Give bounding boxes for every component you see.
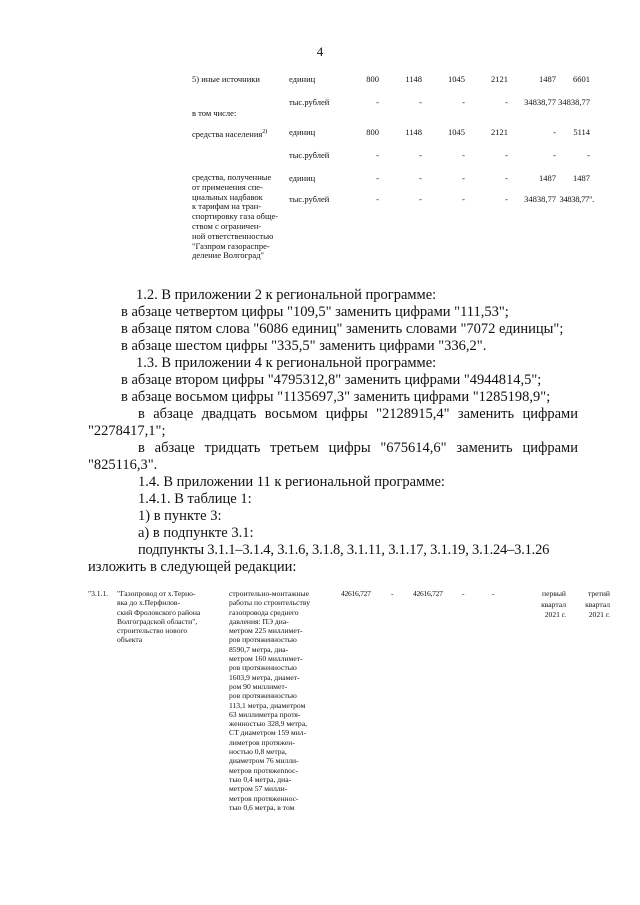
paragraph: а) в подпункте 3.1: <box>138 525 254 541</box>
cell: 1045 <box>448 127 465 137</box>
cell: 34838,77 <box>524 194 556 204</box>
cell: - <box>553 127 556 137</box>
cell: 1487 <box>573 173 590 183</box>
label-line: ством с ограничен- <box>192 220 262 231</box>
cell: - <box>505 150 508 160</box>
row-unit: единиц <box>289 173 316 183</box>
paragraph: 1.4. В приложении 11 к региональной программе: <box>138 474 445 490</box>
cell: 6601 <box>573 74 590 84</box>
work-line: газопровода среднего <box>229 607 299 617</box>
work-line: метром 57 милли- <box>229 784 288 794</box>
cell: 1148 <box>405 74 422 84</box>
work-line: ров протяженностью <box>229 663 297 673</box>
paragraph: в абзаце двадцать восьмом цифры "2128915,4" заменить цифрами <box>138 406 578 422</box>
work-line: лиметров протяжен- <box>229 737 295 747</box>
label-line: спортировку газа обще- <box>192 211 279 222</box>
cell: - <box>462 589 465 598</box>
cell: 800 <box>366 74 379 84</box>
work-line: давления: ПЭ диа- <box>229 616 289 626</box>
paragraph: в абзаце тридцать третьем цифры "675614,6" заменить цифрами <box>138 440 578 456</box>
work-line: работы по строительству <box>229 598 310 608</box>
cell: - <box>505 97 508 107</box>
work-line: тью 0,4 метра, диа- <box>229 774 292 784</box>
name-line: Волгоградской области", <box>117 616 198 626</box>
cell: - <box>419 97 422 107</box>
cell: 800 <box>366 127 379 137</box>
row-label: в том числе: <box>192 108 237 118</box>
cell: 1045 <box>448 74 465 84</box>
paragraph: в абзаце шестом цифры "335,5" заменить цифрами "336,2". <box>121 338 487 354</box>
work-line: 1603,9 метра, диамет- <box>229 672 300 682</box>
date-line: третий <box>587 589 610 598</box>
work-line: СТ диаметром 159 мил- <box>229 728 307 738</box>
date-line: 2021 г. <box>544 610 566 619</box>
paragraph: изложить в следующей редакции: <box>88 559 297 575</box>
cell: - <box>462 97 465 107</box>
cell: - <box>462 173 465 183</box>
work-line: метром 225 миллимет- <box>229 626 303 636</box>
label-line: "Газпром газораспре- <box>192 240 270 251</box>
work-line: 8590,7 метра, диа- <box>229 644 289 654</box>
cell: - <box>376 173 379 183</box>
work-description <box>229 589 329 812</box>
paragraph: в абзаце восьмом цифры "1135697,3" заменить цифрами "1285198,9"; <box>121 389 551 405</box>
work-line: диаметром 76 милли- <box>229 756 299 766</box>
work-line: метров протяженнос- <box>229 793 299 803</box>
work-line: 113,1 метра, диаметром <box>229 700 306 710</box>
name-line: "Газопровод от х.Терно- <box>117 589 196 598</box>
total-cost: 42616,727 <box>341 589 371 598</box>
work-line: ностью 0,8 метра, <box>229 747 287 757</box>
paragraph: "2278417,1"; <box>88 423 166 439</box>
label-text: средства населения <box>192 128 263 139</box>
row-unit: тыс.рублей <box>289 194 330 204</box>
cell: - <box>492 589 495 598</box>
row-unit: тыс.рублей <box>289 97 330 107</box>
paragraph: подпункты 3.1.1–3.1.4, 3.1.6, 3.1.8, 3.1.11, 3.1.17, 3.1.19, 3.1.24–3.1.26 <box>138 542 550 558</box>
paragraph: "825116,3". <box>88 457 158 473</box>
cell: 42616,727 <box>413 589 443 598</box>
cell: 1148 <box>405 127 422 137</box>
label-line: от применения спе- <box>192 181 263 192</box>
cell: 34838,77 <box>524 97 556 107</box>
start-date <box>526 589 566 621</box>
paragraph: 1.2. В приложении 2 к региональной программе: <box>136 287 437 303</box>
name-line: строительство нового <box>117 626 188 636</box>
end-date <box>570 589 610 621</box>
cell: 5114 <box>573 127 590 137</box>
paragraph: 1) в пункте 3: <box>138 508 222 524</box>
cell: - <box>419 173 422 183</box>
work-line: строительно-монтажные <box>229 589 310 598</box>
cell: 1487 <box>539 173 556 183</box>
cell: - <box>376 97 379 107</box>
label-line: циальных надбавок <box>192 191 263 202</box>
cell: 1487 <box>539 74 556 84</box>
name-line: вка до х.Перфилов- <box>117 598 181 608</box>
label-line: к тарифам на тран- <box>192 201 262 212</box>
paragraph: в абзаце пятом слова "6086 единиц" заменить словами "7072 единицы"; <box>121 321 564 337</box>
date-line: 2021 г. <box>588 610 610 619</box>
page-number: 4 <box>316 44 324 59</box>
object-name <box>117 589 221 645</box>
label-line: средства, полученные <box>192 172 272 182</box>
name-line: объекта <box>117 635 143 645</box>
row-label <box>192 127 267 139</box>
cell: - <box>587 150 590 160</box>
cell: 2121 <box>491 127 508 137</box>
cell: - <box>391 589 394 598</box>
paragraph: 1.3. В приложении 4 к региональной программе: <box>136 355 437 371</box>
cell: 34838,77 <box>558 97 590 107</box>
name-line: ский Фроловского района <box>117 607 201 617</box>
row-label: 5) иные источники <box>192 74 260 84</box>
cell: - <box>419 194 422 204</box>
paragraph: в абзаце втором цифры "4795312,8" заменить цифрами "4944814,5"; <box>121 372 542 388</box>
work-line: ров протяженностью <box>229 691 297 701</box>
date-line: квартал <box>585 599 610 609</box>
work-line: 63 миллиметра протя- <box>229 709 301 719</box>
row-unit: единиц <box>289 127 316 137</box>
cell: - <box>376 150 379 160</box>
cell: - <box>553 150 556 160</box>
work-line: тью 0,6 метра, в том <box>229 802 295 812</box>
cell: - <box>376 194 379 204</box>
work-line: ром 90 миллимет- <box>229 681 288 691</box>
cell: 2121 <box>491 74 508 84</box>
work-line: метров протяжennос- <box>229 765 299 775</box>
cell: 34838,77". <box>559 194 594 204</box>
label-line: ной ответственностью <box>192 230 274 241</box>
cell: - <box>505 173 508 183</box>
cell: - <box>462 150 465 160</box>
work-line: женностью 328,9 метра, <box>229 719 307 729</box>
work-line: метром 160 миллимет- <box>229 654 303 664</box>
paragraph: в абзаце четвертом цифры "109,5" заменить цифрами "111,53"; <box>121 304 509 320</box>
paragraph: 1.4.1. В таблице 1: <box>138 491 252 507</box>
row-label-multiline <box>192 173 284 261</box>
row-unit: единиц <box>289 74 316 84</box>
date-line: первый <box>542 589 566 598</box>
cell: - <box>505 194 508 204</box>
cell: - <box>462 194 465 204</box>
cell: - <box>419 150 422 160</box>
work-line: ров протяженностью <box>229 635 297 645</box>
row-unit: тыс.рублей <box>289 150 330 160</box>
label-line: деление Волгоград" <box>192 250 264 261</box>
date-line: квартал <box>541 599 566 609</box>
footnote-mark: 2) <box>262 129 268 135</box>
row-number: "3.1.1. <box>88 589 109 598</box>
